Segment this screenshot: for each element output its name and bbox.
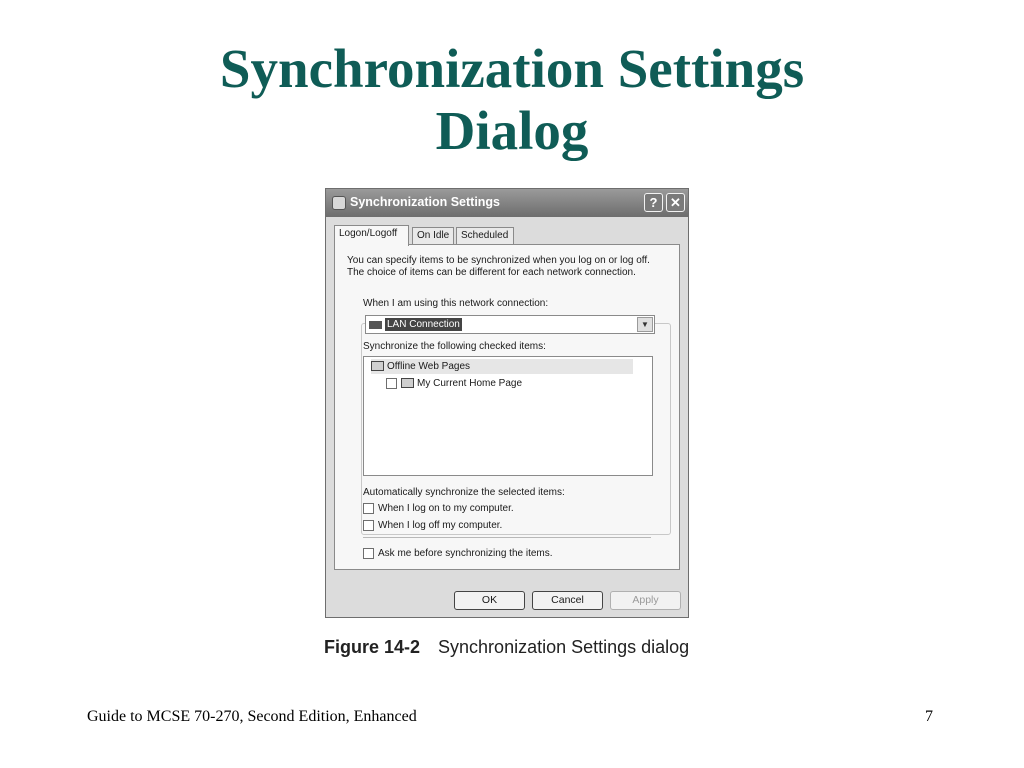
dialog-title: Synchronization Settings bbox=[350, 195, 501, 209]
tab-on-idle[interactable]: On Idle bbox=[412, 227, 454, 245]
figure-caption-text: Synchronization Settings dialog bbox=[438, 637, 690, 657]
logon-checkbox[interactable] bbox=[363, 503, 374, 514]
sync-items-list[interactable] bbox=[363, 356, 653, 476]
page-number: 7 bbox=[925, 708, 933, 725]
logon-option-label: When I log on to my computer. bbox=[378, 503, 514, 514]
separator bbox=[363, 537, 651, 538]
list-item-offline-web-pages[interactable] bbox=[371, 359, 633, 374]
network-connection-select[interactable] bbox=[365, 315, 655, 334]
chevron-down-icon[interactable]: ▼ bbox=[637, 317, 653, 332]
footer-text: Guide to MCSE 70-270, Second Edition, Enhanced bbox=[87, 708, 417, 725]
cancel-button[interactable]: Cancel bbox=[532, 591, 603, 610]
offline-pages-icon bbox=[371, 361, 384, 371]
sync-app-icon bbox=[332, 196, 346, 210]
slide-title bbox=[0, 38, 1024, 162]
close-button[interactable]: ✕ bbox=[666, 193, 685, 212]
description-line-2: The choice of items can be different for each network connection. bbox=[347, 267, 636, 278]
ok-button[interactable]: OK bbox=[454, 591, 525, 610]
description-text bbox=[347, 255, 672, 279]
home-page-checkbox[interactable] bbox=[386, 378, 397, 389]
tab-scheduled[interactable]: Scheduled bbox=[456, 227, 514, 245]
synchronization-settings-dialog bbox=[325, 188, 689, 618]
help-button[interactable]: ? bbox=[644, 193, 663, 212]
web-page-icon bbox=[401, 378, 414, 388]
sync-items-label: Synchronize the following checked items: bbox=[363, 341, 546, 352]
network-connection-label: When I am using this network connection: bbox=[363, 298, 549, 309]
logoff-checkbox[interactable] bbox=[363, 520, 374, 531]
tab-logon-logoff[interactable]: Logon/Logoff bbox=[334, 225, 409, 246]
figure-number: Figure 14-2 bbox=[324, 637, 421, 657]
logoff-option[interactable] bbox=[363, 519, 502, 532]
dialog-titlebar[interactable] bbox=[326, 189, 688, 217]
apply-button[interactable]: Apply bbox=[610, 591, 681, 610]
logoff-option-label: When I log off my computer. bbox=[378, 520, 503, 531]
ask-before-sync-option[interactable] bbox=[363, 547, 553, 560]
list-item-current-home-page[interactable] bbox=[386, 376, 522, 391]
logon-option[interactable] bbox=[363, 502, 514, 515]
slide-title-line-2: Dialog bbox=[435, 100, 589, 161]
logon-logoff-panel bbox=[334, 244, 680, 570]
description-line-1: You can specify items to be synchronized when you log on or log off. bbox=[347, 255, 650, 266]
home-page-label: My Current Home Page bbox=[417, 378, 523, 389]
network-connection-value: LAN Connection bbox=[387, 319, 460, 330]
ask-before-sync-label: Ask me before synchronizing the items. bbox=[378, 548, 553, 559]
network-icon bbox=[369, 321, 382, 329]
ask-before-sync-checkbox[interactable] bbox=[363, 548, 374, 559]
slide-title-line-1: Synchronization Settings bbox=[219, 38, 805, 99]
auto-sync-label: Automatically synchronize the selected items: bbox=[363, 487, 565, 498]
offline-web-pages-label: Offline Web Pages bbox=[387, 361, 471, 372]
figure-caption bbox=[324, 637, 689, 658]
